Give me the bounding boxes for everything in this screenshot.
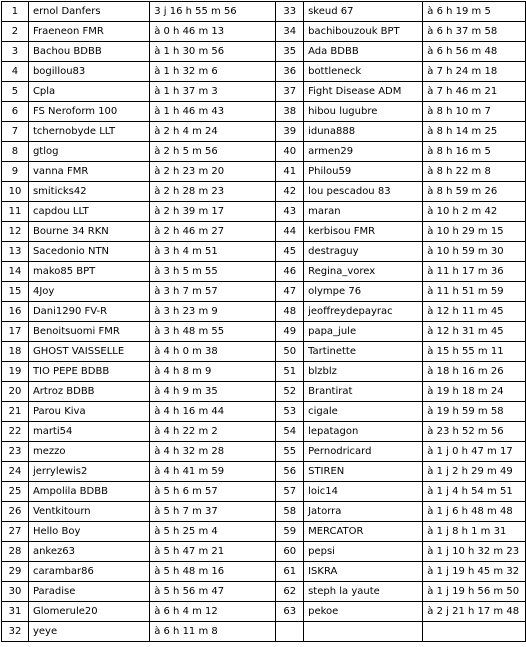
time-cell[interactable]: à 19 h 18 m 24 xyxy=(423,382,526,402)
time-cell[interactable]: à 1 j 0 h 47 m 17 xyxy=(423,442,526,462)
rank-cell[interactable]: 16 xyxy=(2,302,29,322)
name-cell[interactable]: Bachou BDBB xyxy=(28,42,149,62)
name-cell[interactable]: capdou LLT xyxy=(28,202,149,222)
time-cell[interactable]: à 3 h 7 m 57 xyxy=(150,282,276,302)
rank-cell[interactable]: 34 xyxy=(276,22,304,42)
time-cell[interactable]: à 1 h 30 m 56 xyxy=(150,42,276,62)
rank-cell[interactable]: 26 xyxy=(2,502,29,522)
time-cell[interactable]: à 3 h 23 m 9 xyxy=(150,302,276,322)
rank-cell[interactable]: 40 xyxy=(276,142,304,162)
table-row xyxy=(2,282,526,302)
name-cell[interactable]: ankez63 xyxy=(28,542,149,562)
time-cell[interactable]: à 5 h 48 m 16 xyxy=(150,562,276,582)
rank-cell[interactable]: 13 xyxy=(2,242,29,262)
time-cell[interactable]: à 4 h 0 m 38 xyxy=(150,342,276,362)
name-cell[interactable]: Cpla xyxy=(28,82,149,102)
table-row xyxy=(2,262,526,282)
rank-cell[interactable]: 61 xyxy=(276,562,304,582)
rank-cell[interactable]: 3 xyxy=(2,42,29,62)
table-row xyxy=(2,222,526,242)
rank-cell[interactable]: 41 xyxy=(276,162,304,182)
time-cell[interactable]: 3 j 16 h 55 m 56 xyxy=(150,2,276,22)
name-cell[interactable]: Tartinette xyxy=(304,342,423,362)
time-cell[interactable]: à 5 h 7 m 37 xyxy=(150,502,276,522)
name-cell[interactable]: Fight Disease ADM xyxy=(304,82,423,102)
name-cell[interactable]: armen29 xyxy=(304,142,423,162)
rank-cell[interactable]: 56 xyxy=(276,462,304,482)
rank-cell[interactable]: 44 xyxy=(276,222,304,242)
time-cell[interactable]: à 2 h 23 m 20 xyxy=(150,162,276,182)
name-cell[interactable]: Benoitsuomi FMR xyxy=(28,322,149,342)
time-cell[interactable]: à 4 h 32 m 28 xyxy=(150,442,276,462)
table-row xyxy=(2,122,526,142)
name-cell[interactable]: Pernodricard xyxy=(304,442,423,462)
name-cell[interactable]: kerbisou FMR xyxy=(304,222,423,242)
table-row xyxy=(2,562,526,582)
time-cell[interactable]: à 10 h 2 m 42 xyxy=(423,202,526,222)
table-row xyxy=(2,602,526,622)
time-cell[interactable]: à 2 h 28 m 23 xyxy=(150,182,276,202)
time-cell[interactable]: à 18 h 16 m 26 xyxy=(423,362,526,382)
time-cell[interactable]: à 15 h 55 m 11 xyxy=(423,342,526,362)
table-row xyxy=(2,542,526,562)
rank-cell[interactable]: 57 xyxy=(276,482,304,502)
time-cell[interactable]: à 8 h 10 m 7 xyxy=(423,102,526,122)
name-cell[interactable]: gtlog xyxy=(28,142,149,162)
name-cell[interactable]: mako85 BPT xyxy=(28,262,149,282)
name-cell[interactable]: yeye xyxy=(28,622,149,642)
rank-cell[interactable]: 24 xyxy=(2,462,29,482)
rank-cell[interactable]: 2 xyxy=(2,22,29,42)
time-cell[interactable]: à 2 h 5 m 56 xyxy=(150,142,276,162)
rank-cell[interactable]: 39 xyxy=(276,122,304,142)
time-cell[interactable]: à 3 h 4 m 51 xyxy=(150,242,276,262)
rank-cell[interactable]: 45 xyxy=(276,242,304,262)
rank-cell[interactable]: 37 xyxy=(276,82,304,102)
table-row xyxy=(2,42,526,62)
time-cell[interactable]: à 4 h 22 m 2 xyxy=(150,422,276,442)
rank-cell[interactable]: 38 xyxy=(276,102,304,122)
name-cell[interactable]: lou pescadou 83 xyxy=(304,182,423,202)
rank-cell[interactable]: 53 xyxy=(276,402,304,422)
rank-cell[interactable]: 51 xyxy=(276,362,304,382)
time-cell[interactable]: à 1 j 4 h 54 m 51 xyxy=(423,482,526,502)
rank-cell[interactable]: 42 xyxy=(276,182,304,202)
rank-cell[interactable]: 59 xyxy=(276,522,304,542)
table-row xyxy=(2,342,526,362)
name-cell[interactable]: steph la yaute xyxy=(304,582,423,602)
rank-cell[interactable]: 10 xyxy=(2,182,29,202)
time-cell[interactable]: à 7 h 46 m 21 xyxy=(423,82,526,102)
time-cell[interactable]: à 8 h 22 m 8 xyxy=(423,162,526,182)
name-cell[interactable]: TIO PEPE BDBB xyxy=(28,362,149,382)
name-cell[interactable]: Jatorra xyxy=(304,502,423,522)
rank-cell[interactable]: 32 xyxy=(2,622,29,642)
name-cell[interactable]: pepsi xyxy=(304,542,423,562)
table-row xyxy=(2,22,526,42)
name-cell[interactable]: Parou Kiva xyxy=(28,402,149,422)
name-cell[interactable]: Brantirat xyxy=(304,382,423,402)
rank-cell[interactable]: 60 xyxy=(276,542,304,562)
name-cell[interactable]: Sacedonio NTN xyxy=(28,242,149,262)
name-cell[interactable]: Paradise xyxy=(28,582,149,602)
name-cell[interactable]: cigale xyxy=(304,402,423,422)
rank-cell[interactable]: 55 xyxy=(276,442,304,462)
name-cell[interactable]: Ventkitourn xyxy=(28,502,149,522)
table-row xyxy=(2,442,526,462)
rank-cell[interactable]: 29 xyxy=(2,562,29,582)
name-cell[interactable]: jerrylewis2 xyxy=(28,462,149,482)
name-cell[interactable]: Bourne 34 RKN xyxy=(28,222,149,242)
time-cell[interactable]: à 3 h 48 m 55 xyxy=(150,322,276,342)
table-row xyxy=(2,2,526,22)
time-cell[interactable]: à 10 h 59 m 30 xyxy=(423,242,526,262)
name-cell[interactable]: GHOST VAISSELLE xyxy=(28,342,149,362)
rank-cell[interactable]: 8 xyxy=(2,142,29,162)
name-cell[interactable]: Glomerule20 xyxy=(28,602,149,622)
table-row xyxy=(2,242,526,262)
name-cell[interactable]: olympe 76 xyxy=(304,282,423,302)
time-cell[interactable]: à 1 h 32 m 6 xyxy=(150,62,276,82)
name-cell[interactable]: loic14 xyxy=(304,482,423,502)
rank-cell[interactable]: 62 xyxy=(276,582,304,602)
time-cell[interactable]: à 4 h 16 m 44 xyxy=(150,402,276,422)
rank-cell[interactable]: 27 xyxy=(2,522,29,542)
name-cell[interactable]: MERCATOR xyxy=(304,522,423,542)
time-cell[interactable]: à 6 h 11 m 8 xyxy=(150,622,276,642)
rank-cell[interactable]: 7 xyxy=(2,122,29,142)
time-cell[interactable]: à 8 h 16 m 5 xyxy=(423,142,526,162)
time-cell[interactable]: à 2 h 39 m 17 xyxy=(150,202,276,222)
rank-cell[interactable]: 9 xyxy=(2,162,29,182)
name-cell[interactable]: destraguy xyxy=(304,242,423,262)
time-cell[interactable] xyxy=(423,622,526,642)
name-cell[interactable]: Hello Boy xyxy=(28,522,149,542)
time-cell[interactable]: à 5 h 25 m 4 xyxy=(150,522,276,542)
name-cell[interactable]: pekoe xyxy=(304,602,423,622)
table-row xyxy=(2,202,526,222)
name-cell[interactable]: FS Neroform 100 xyxy=(28,102,149,122)
name-cell[interactable]: hibou lugubre xyxy=(304,102,423,122)
time-cell[interactable]: à 6 h 56 m 48 xyxy=(423,42,526,62)
rank-cell[interactable] xyxy=(276,622,304,642)
table-row xyxy=(2,82,526,102)
rank-cell[interactable]: 49 xyxy=(276,322,304,342)
name-cell[interactable]: iduna888 xyxy=(304,122,423,142)
name-cell[interactable]: Ampolila BDBB xyxy=(28,482,149,502)
name-cell[interactable]: jeoffreydepayrac xyxy=(304,302,423,322)
time-cell[interactable]: à 2 j 21 h 17 m 48 xyxy=(423,602,526,622)
rank-cell[interactable]: 5 xyxy=(2,82,29,102)
name-cell[interactable]: tchernobyde LLT xyxy=(28,122,149,142)
rank-cell[interactable]: 12 xyxy=(2,222,29,242)
name-cell[interactable]: bogillou83 xyxy=(28,62,149,82)
ranking-table-body xyxy=(2,2,526,642)
name-cell[interactable] xyxy=(304,622,423,642)
rank-cell[interactable]: 23 xyxy=(2,442,29,462)
time-cell[interactable]: à 10 h 29 m 15 xyxy=(423,222,526,242)
rank-cell[interactable]: 18 xyxy=(2,342,29,362)
name-cell[interactable]: mezzo xyxy=(28,442,149,462)
rank-cell[interactable]: 17 xyxy=(2,322,29,342)
time-cell[interactable]: à 1 h 37 m 3 xyxy=(150,82,276,102)
rank-cell[interactable]: 1 xyxy=(2,2,29,22)
time-cell[interactable]: à 2 h 46 m 27 xyxy=(150,222,276,242)
rank-cell[interactable]: 30 xyxy=(2,582,29,602)
time-cell[interactable]: à 1 j 6 h 48 m 48 xyxy=(423,502,526,522)
rank-cell[interactable]: 21 xyxy=(2,402,29,422)
time-cell[interactable]: à 19 h 59 m 58 xyxy=(423,402,526,422)
name-cell[interactable]: ernol Danfers xyxy=(28,2,149,22)
time-cell[interactable]: à 2 h 4 m 24 xyxy=(150,122,276,142)
time-cell[interactable]: à 5 h 47 m 21 xyxy=(150,542,276,562)
rank-cell[interactable]: 58 xyxy=(276,502,304,522)
rank-cell[interactable]: 48 xyxy=(276,302,304,322)
name-cell[interactable]: ISKRA xyxy=(304,562,423,582)
rank-cell[interactable]: 33 xyxy=(276,2,304,22)
rank-cell[interactable]: 15 xyxy=(2,282,29,302)
time-cell[interactable]: à 4 h 8 m 9 xyxy=(150,362,276,382)
time-cell[interactable]: à 7 h 24 m 18 xyxy=(423,62,526,82)
table-row xyxy=(2,302,526,322)
rank-cell[interactable]: 36 xyxy=(276,62,304,82)
rank-cell[interactable]: 22 xyxy=(2,422,29,442)
table-row xyxy=(2,622,526,642)
time-cell[interactable]: à 4 h 41 m 59 xyxy=(150,462,276,482)
time-cell[interactable]: à 1 j 19 h 56 m 50 xyxy=(423,582,526,602)
time-cell[interactable]: à 4 h 9 m 35 xyxy=(150,382,276,402)
rank-cell[interactable]: 63 xyxy=(276,602,304,622)
name-cell[interactable]: blzblz xyxy=(304,362,423,382)
time-cell[interactable]: à 5 h 6 m 57 xyxy=(150,482,276,502)
name-cell[interactable]: Philou59 xyxy=(304,162,423,182)
rank-cell[interactable]: 11 xyxy=(2,202,29,222)
rank-cell[interactable]: 35 xyxy=(276,42,304,62)
table-row xyxy=(2,362,526,382)
table-row xyxy=(2,182,526,202)
rank-cell[interactable]: 46 xyxy=(276,262,304,282)
name-cell[interactable]: Regina_vorex xyxy=(304,262,423,282)
rank-cell[interactable]: 28 xyxy=(2,542,29,562)
time-cell[interactable]: à 6 h 4 m 12 xyxy=(150,602,276,622)
name-cell[interactable]: Artroz BDBB xyxy=(28,382,149,402)
rank-cell[interactable]: 52 xyxy=(276,382,304,402)
time-cell[interactable]: à 1 j 10 h 32 m 23 xyxy=(423,542,526,562)
name-cell[interactable]: marti54 xyxy=(28,422,149,442)
rank-cell[interactable]: 14 xyxy=(2,262,29,282)
rank-cell[interactable]: 31 xyxy=(2,602,29,622)
table-row xyxy=(2,462,526,482)
table-row xyxy=(2,582,526,602)
rank-cell[interactable]: 54 xyxy=(276,422,304,442)
time-cell[interactable]: à 5 h 56 m 47 xyxy=(150,582,276,602)
time-cell[interactable]: à 0 h 46 m 13 xyxy=(150,22,276,42)
rank-cell[interactable]: 4 xyxy=(2,62,29,82)
name-cell[interactable]: vanna FMR xyxy=(28,162,149,182)
name-cell[interactable]: smiticks42 xyxy=(28,182,149,202)
time-cell[interactable]: à 1 j 19 h 45 m 32 xyxy=(423,562,526,582)
time-cell[interactable]: à 1 h 46 m 43 xyxy=(150,102,276,122)
table-row xyxy=(2,142,526,162)
table-row xyxy=(2,102,526,122)
name-cell[interactable]: skeud 67 xyxy=(304,2,423,22)
time-cell[interactable]: à 23 h 52 m 56 xyxy=(423,422,526,442)
time-cell[interactable]: à 8 h 59 m 26 xyxy=(423,182,526,202)
time-cell[interactable]: à 6 h 19 m 5 xyxy=(423,2,526,22)
table-row xyxy=(2,482,526,502)
name-cell[interactable]: Dani1290 FV-R xyxy=(28,302,149,322)
table-row xyxy=(2,402,526,422)
name-cell[interactable]: papa_jule xyxy=(304,322,423,342)
time-cell[interactable]: à 11 h 51 m 59 xyxy=(423,282,526,302)
time-cell[interactable]: à 12 h 11 m 45 xyxy=(423,302,526,322)
name-cell[interactable]: bachibouzouk BPT xyxy=(304,22,423,42)
time-cell[interactable]: à 11 h 17 m 36 xyxy=(423,262,526,282)
table-row xyxy=(2,62,526,82)
name-cell[interactable]: STIREN xyxy=(304,462,423,482)
rank-cell[interactable]: 25 xyxy=(2,482,29,502)
rank-cell[interactable]: 6 xyxy=(2,102,29,122)
rank-cell[interactable]: 43 xyxy=(276,202,304,222)
name-cell[interactable]: bottleneck xyxy=(304,62,423,82)
name-cell[interactable]: lepatagon xyxy=(304,422,423,442)
name-cell[interactable]: carambar86 xyxy=(28,562,149,582)
name-cell[interactable]: 4Joy xyxy=(28,282,149,302)
table-row xyxy=(2,382,526,402)
table-row xyxy=(2,522,526,542)
rank-cell[interactable]: 47 xyxy=(276,282,304,302)
name-cell[interactable]: maran xyxy=(304,202,423,222)
time-cell[interactable]: à 1 j 8 h 1 m 31 xyxy=(423,522,526,542)
table-row xyxy=(2,422,526,442)
name-cell[interactable]: Ada BDBB xyxy=(304,42,423,62)
rank-cell[interactable]: 50 xyxy=(276,342,304,362)
table-row xyxy=(2,502,526,522)
ranking-table xyxy=(1,1,526,642)
rank-cell[interactable]: 19 xyxy=(2,362,29,382)
table-row xyxy=(2,322,526,342)
table-row xyxy=(2,162,526,182)
time-cell[interactable]: à 8 h 14 m 25 xyxy=(423,122,526,142)
time-cell[interactable]: à 1 j 2 h 29 m 49 xyxy=(423,462,526,482)
time-cell[interactable]: à 6 h 37 m 58 xyxy=(423,22,526,42)
rank-cell[interactable]: 20 xyxy=(2,382,29,402)
time-cell[interactable]: à 12 h 31 m 45 xyxy=(423,322,526,342)
time-cell[interactable]: à 3 h 5 m 55 xyxy=(150,262,276,282)
name-cell[interactable]: Fraeneon FMR xyxy=(28,22,149,42)
